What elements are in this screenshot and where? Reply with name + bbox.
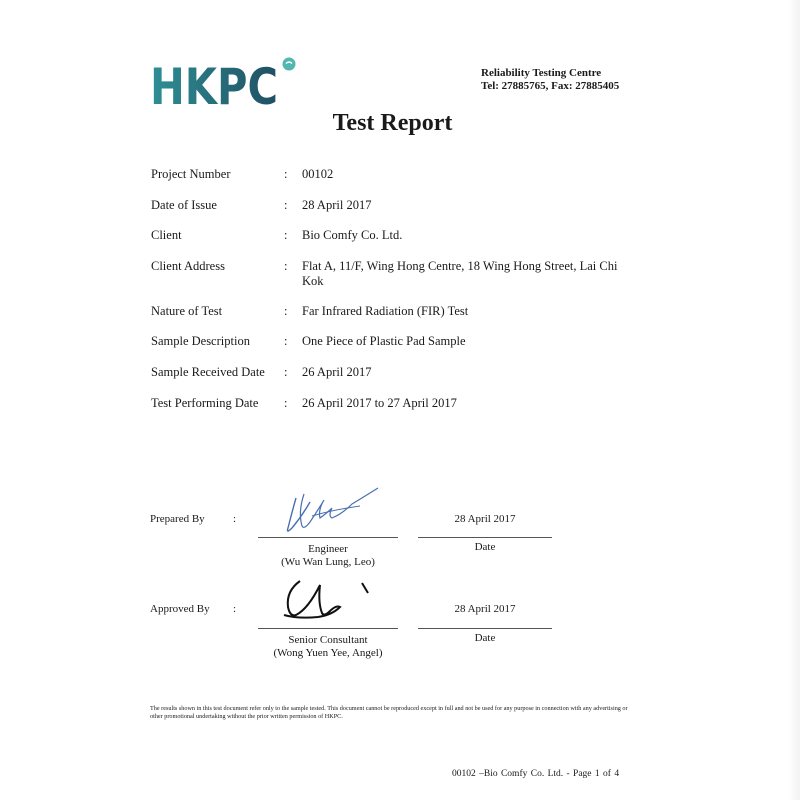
field-label-sample-description: Sample Description xyxy=(151,334,250,348)
centre-header xyxy=(481,67,619,93)
field-label-nature-of-test: Nature of Test xyxy=(151,304,223,318)
field-label-client: Client xyxy=(151,228,182,242)
field-value-date-of-issue: 28 April 2017 xyxy=(302,198,372,212)
svg-text:HKPC: HKPC xyxy=(150,58,278,109)
approved-by-caption xyxy=(258,634,398,660)
approved-by-signature-line xyxy=(258,628,398,629)
field-label-date-of-issue: Date of Issue xyxy=(151,198,217,212)
page-footer: 00102 –Bio Comfy Co. Ltd. - Page 1 of 4 xyxy=(452,769,620,779)
approved-by-title: Senior Consultant xyxy=(288,634,368,646)
prepared-by-name: (Wu Wan Lung, Leo) xyxy=(281,556,375,568)
hkpc-logo xyxy=(150,57,300,109)
prepared-by-title: Engineer xyxy=(308,543,348,555)
field-value-client: Bio Comfy Co. Ltd. xyxy=(302,228,403,242)
field-label-test-performing-date: Test Performing Date xyxy=(151,396,259,410)
approved-by-colon: : xyxy=(233,603,237,615)
centre-contact: Tel: 27885765, Fax: 27885405 xyxy=(481,80,620,92)
prepared-by-signature-line xyxy=(258,537,398,538)
field-value-project-number: 00102 xyxy=(302,167,334,181)
approved-date: 28 April 2017 xyxy=(454,603,516,615)
prepared-by-caption xyxy=(258,543,398,569)
field-colon: : xyxy=(284,167,288,181)
field-colon: : xyxy=(284,198,288,212)
field-label-sample-received-date: Sample Received Date xyxy=(151,365,265,379)
field-value-test-performing-date: 26 April 2017 to 27 April 2017 xyxy=(302,396,457,410)
field-value-client-address: Flat A, 11/F, Wing Hong Centre, 18 Wing Hong Street, Lai Chi Kok xyxy=(302,259,618,288)
field-value-sample-description: One Piece of Plastic Pad Sample xyxy=(302,334,466,348)
field-colon: : xyxy=(284,365,288,379)
prepared-date: 28 April 2017 xyxy=(454,513,516,525)
field-colon: : xyxy=(284,334,288,348)
field-label-client-address: Client Address xyxy=(151,259,225,273)
prepared-date-caption: Date xyxy=(474,541,496,553)
approved-by-signature xyxy=(280,575,375,625)
prepared-by-signature xyxy=(282,486,384,536)
field-label-project-number: Project Number xyxy=(151,167,231,181)
approved-by-name: (Wong Yuen Yee, Angel) xyxy=(273,647,383,659)
prepared-date-line xyxy=(418,537,552,538)
approved-date-caption: Date xyxy=(474,632,496,644)
field-value-sample-received-date: 26 April 2017 xyxy=(302,365,372,379)
page-edge-shadow xyxy=(788,0,800,800)
field-value-nature-of-test: Far Infrared Radiation (FIR) Test xyxy=(302,304,469,318)
field-colon: : xyxy=(284,396,288,410)
disclaimer-text: The results shown in this test document refer only to the sample tested. This document cannot be reproduced except in full and not be used for any purpose in connection with any advertising or other promotional undertaking without the prior written permission of HKPC. xyxy=(150,705,628,720)
approved-date-line xyxy=(418,628,552,629)
page-title: Test Report xyxy=(332,110,453,136)
prepared-by-colon: : xyxy=(233,513,237,525)
approved-by-label: Approved By xyxy=(150,603,210,615)
field-colon: : xyxy=(284,304,288,318)
prepared-by-label: Prepared By xyxy=(150,513,205,525)
field-colon: : xyxy=(284,259,288,273)
field-colon: : xyxy=(284,228,288,242)
centre-name: Reliability Testing Centre xyxy=(481,67,602,79)
